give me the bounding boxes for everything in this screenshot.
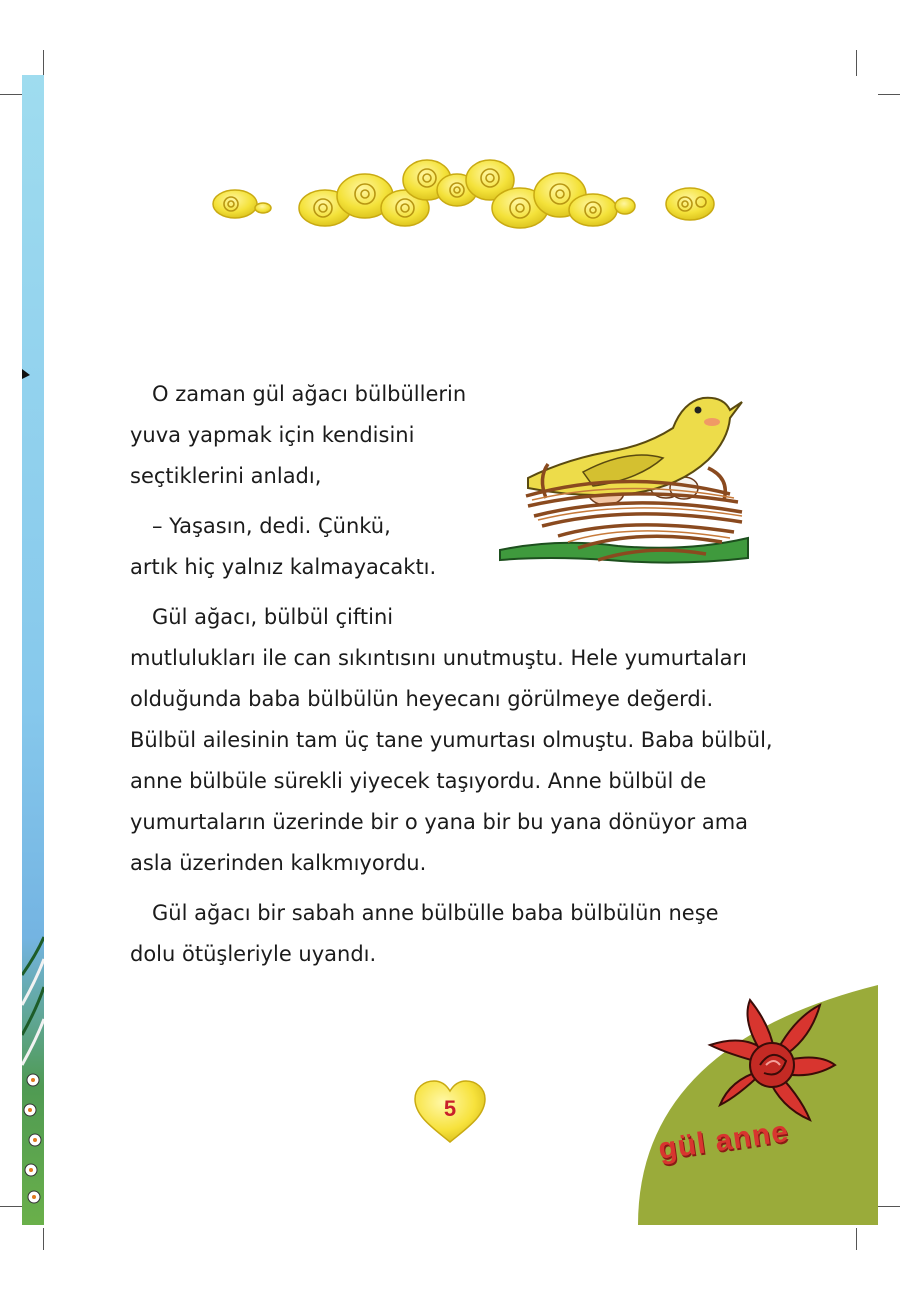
page-number [413,1080,487,1144]
text-line: Gül ağacı, bülbül çiftini [152,605,394,629]
text-line: dolu ötüşleriyle uyandı. [130,942,377,966]
text-line: Bülbül ailesinin tam üç tane yumurtası olmuştu. Baba bülbül, [130,728,773,752]
text-line: asla üzerinden kalkmıyordu. [130,851,427,875]
text-line: anne bülbüle sürekli yiyecek taşıyordu. Anne bülbül de [130,769,707,793]
crop-mark [856,50,857,76]
text-line: yuva yapmak için kendisini [130,423,415,447]
text-line: artık hiç yalnız kalmayacaktı. [130,555,437,579]
rose-icon [700,995,840,1125]
text-line: Gül ağacı bir sabah anne bülbülle baba bülbülün neşe [152,901,719,925]
text-line: mutlulukları ile can sıkıntısını unutmuştu. Hele yumurtaları [130,646,748,670]
paragraph-4 [130,893,770,975]
crop-mark [43,1228,44,1250]
page-number-label: 5 [443,1096,457,1121]
text-line: – Yaşasın, dedi. Çünkü, [152,514,391,538]
crop-mark [0,94,22,95]
paragraph-1 [130,374,770,497]
story-text [130,374,773,984]
paragraph-2 [130,506,770,588]
text-line: olduğunda baba bülbülün heyecanı görülmeye değerdi. [130,687,714,711]
text-line: O zaman gül ağacı bülbüllerin [152,382,467,406]
crop-mark [878,1206,900,1207]
crop-mark [878,94,900,95]
paragraph-3 [130,597,773,884]
text-line: yumurtaların üzerinde bir o yana bir bu yana dönüyor ama [130,810,749,834]
crop-mark [0,1206,22,1207]
crop-mark [856,1228,857,1250]
grass-flowers-icon [22,75,44,1225]
text-line: seçtiklerini anladı, [130,464,322,488]
brand-label: gül anne [656,1115,791,1166]
golden-cloud-ornament-icon [205,150,725,240]
crop-mark [43,50,44,76]
left-decorative-strip [22,75,44,1225]
